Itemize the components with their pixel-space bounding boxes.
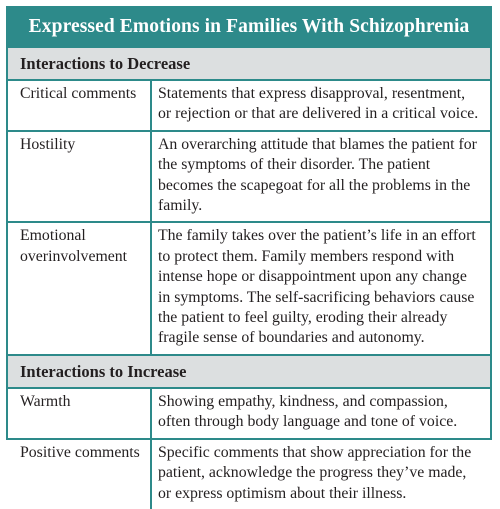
- description-cell: The family takes over the patient’s life in an effort to protect them. Family members respond with intense hope or disappointment upon any change in symptoms. The self-sacrificing behaviors cause the patient to feel guilty, eroding their already fragile sense of boundaries and autonomy.: [158, 227, 476, 347]
- table-row-warmth: [8, 389, 490, 440]
- table-row-hostility: [8, 132, 490, 224]
- description-cell: Statements that express disapproval, resentment, or rejection or that are delivered in a critical voice.: [158, 85, 479, 123]
- section-header-decrease: Interactions to Decrease: [8, 48, 490, 81]
- table-row-emotional-overinvolvement: [8, 223, 490, 355]
- table-title: Expressed Emotions in Families With Schizophrenia: [8, 8, 490, 48]
- table-row-positive-comments: [8, 440, 490, 509]
- section-header-increase: Interactions to Increase: [8, 356, 490, 389]
- term-cell: Warmth: [8, 389, 152, 438]
- term-cell: Critical comments: [8, 81, 152, 130]
- expressed-emotions-table: [6, 6, 492, 502]
- description-cell: An overarching attitude that blames the patient for the symptoms of their disorder. The patient becomes the scapegoat for all the problems in the family.: [158, 135, 477, 215]
- description-cell: Specific comments that show appreciation for the patient, acknowledge the progress they’ve made, or express optimism about their illness.: [158, 443, 472, 502]
- term-cell: Hostility: [8, 132, 152, 222]
- table-row-critical-comments: [8, 81, 490, 132]
- term-cell: Positive comments: [8, 440, 152, 509]
- term-cell: Emotional overinvolvement: [8, 223, 152, 353]
- description-cell: Showing empathy, kindness, and compassion, often through body language and tone of voice.: [158, 392, 458, 431]
